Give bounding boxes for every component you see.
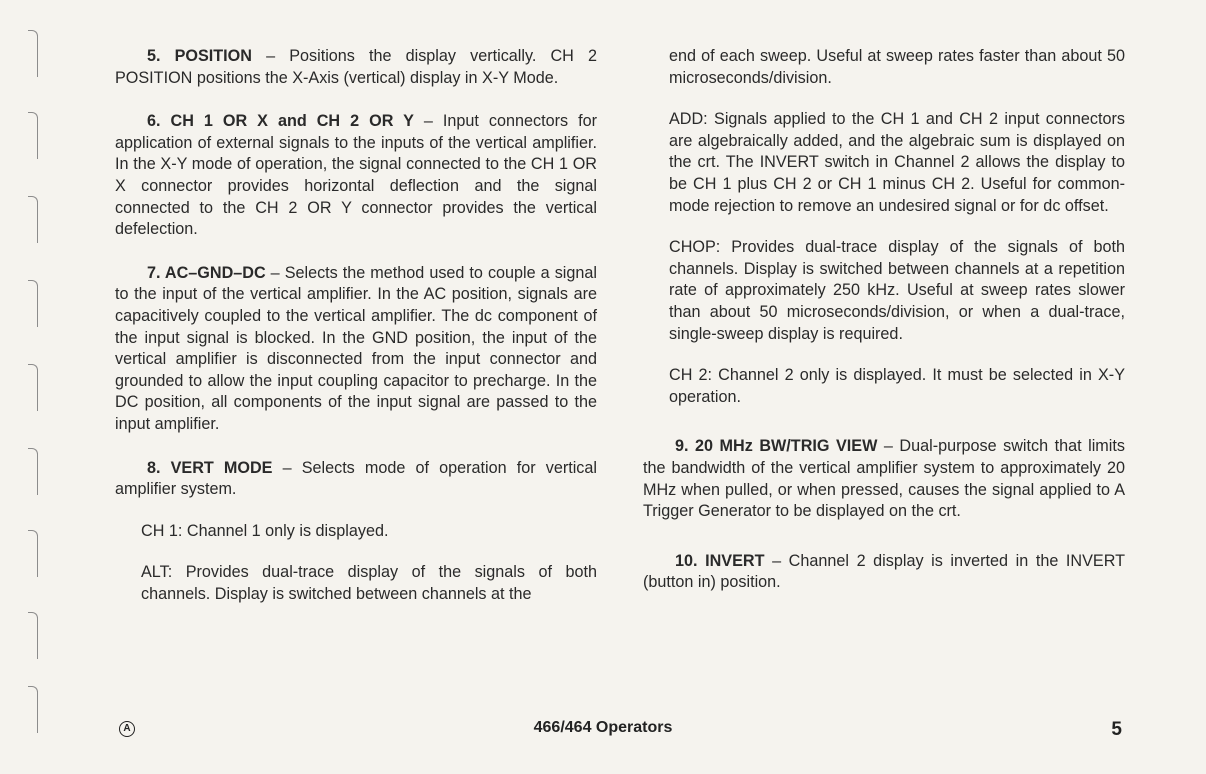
mode-ch2: CH 2: Channel 2 only is displayed. It must be selected in X-Y operation.	[669, 366, 1125, 406]
left-column	[115, 46, 597, 605]
item-8-vert-mode	[115, 458, 597, 501]
item-body: – Selects the method used to couple a signal to the input of the vertical amplifier. In the AC position, signals are capacitively coupled to the vertical amplifier. The dc component of the input signal is blocked. In the GND position, the input of the vertical amplifier is disconnected from the input connector and grounded to allow the input coupling capacitor to precharge. In the DC position, all components of the input signal are passed to the input amplifier.	[115, 263, 597, 433]
binding-mark	[28, 612, 38, 659]
item-heading: 7. AC–GND–DC	[147, 263, 266, 282]
mode-alt: ALT: Provides dual-trace display of the signals of both channels. Display is switched between channels at the	[141, 563, 597, 603]
mode-chop: CHOP: Provides dual-trace display of the signals of both channels. Display is switched between channels at a repetition rate of approximately 250 kHz. Useful at sweep rates slower than about 50 microseconds/division, or when a dual-trace, single-sweep display is required.	[669, 238, 1125, 343]
mode-add: ADD: Signals applied to the CH 1 and CH 2 input connectors are algebraically added, and the algebraic sum is displayed on the crt. The INVERT switch in Channel 2 allows the display to be CH 1 plus CH 2 or CH 1 minus CH 2. Useful for common-mode rejection to remove an undesired signal or for dc offset.	[669, 110, 1125, 215]
item-heading: 8. VERT MODE	[147, 458, 273, 477]
binding-mark	[28, 30, 38, 77]
item-body: – Selects mode of operation for vertical amplifier system.	[115, 458, 597, 499]
binding-mark	[28, 364, 38, 411]
page-number: 5	[1111, 719, 1122, 740]
binding-holes	[28, 30, 40, 730]
item-body: – Channel 2 display is inverted in the INVERT (button in) position.	[643, 551, 1125, 592]
mode-alt-continued: end of each sweep. Useful at sweep rates faster than about 50 microseconds/division.	[669, 47, 1125, 87]
item-9-bw-trig-view	[643, 436, 1125, 522]
item-heading: 9. 20 MHz BW/TRIG VIEW	[675, 437, 878, 456]
binding-mark	[28, 112, 38, 159]
item-7-ac-gnd-dc	[115, 263, 597, 436]
binding-mark	[28, 530, 38, 577]
binding-mark	[28, 448, 38, 495]
item-heading: 5. POSITION	[147, 47, 252, 65]
item-body: – Input connectors for application of external signals to the inputs of the vertical amplifier. In the X-Y mode of operation, the signal connected to the CH 1 OR X connector provides horizontal deflection and the signal connected to the CH 2 OR Y connector provides the vertical defelection.	[115, 112, 598, 239]
binding-mark	[28, 196, 38, 243]
item-10-invert	[643, 551, 1125, 594]
publisher-logo-icon: A	[119, 721, 135, 737]
footer-title: 466/464 Operators	[533, 719, 673, 736]
item-6-input-connectors	[115, 111, 597, 241]
item-heading: 10. INVERT	[675, 551, 765, 570]
binding-mark	[28, 280, 38, 327]
item-body: – Positions the display vertically. CH 2 POSITION positions the X-Axis (vertical) display in X-Y Mode.	[115, 47, 597, 87]
mode-ch1: CH 1: Channel 1 only is displayed.	[141, 521, 389, 540]
item-heading: 6. CH 1 OR X and CH 2 OR Y	[147, 112, 414, 131]
item-5-position	[115, 46, 597, 89]
item-body: – Dual-purpose switch that limits the bandwidth of the vertical amplifier system to approximately 20 MHz when pulled, or when pressed, causes the signal applied to A Trigger Generator to be displayed on the crt.	[643, 437, 1125, 521]
right-column	[643, 46, 1125, 594]
